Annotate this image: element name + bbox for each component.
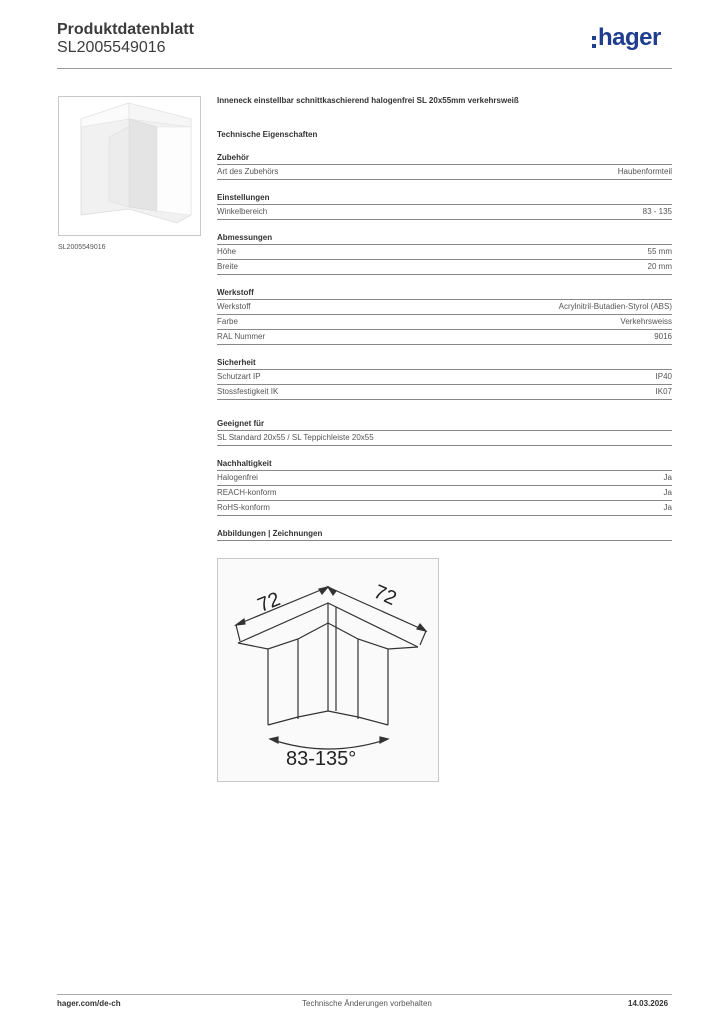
spec-row [217, 486, 672, 501]
spec-row [217, 205, 672, 220]
spec-value: Ja [663, 503, 672, 512]
spec-value: IP40 [655, 372, 672, 381]
spec-value: Acrylnitril-Butadien-Styrol (ABS) [558, 302, 672, 311]
spec-value: IK07 [655, 387, 672, 396]
section-einstellungen [217, 192, 672, 220]
footer-divider [57, 994, 672, 995]
spec-panel [217, 96, 672, 541]
section-abmessungen [217, 232, 672, 275]
angle-label: 83-135° [286, 748, 357, 770]
logo-text: hager [598, 24, 661, 51]
spec-value: 20 mm [647, 262, 672, 271]
spec-row [217, 501, 672, 516]
spec-label: Stossfestigkeit IK [217, 387, 279, 396]
spec-label: RAL Nummer [217, 332, 266, 341]
spec-row [217, 315, 672, 330]
image-caption: SL2005549016 [58, 244, 106, 251]
spec-label: Winkelbereich [217, 207, 268, 216]
spec-value: 83 - 135 [642, 207, 672, 216]
spec-label: Schutzart IP [217, 372, 261, 381]
spec-row [217, 385, 672, 400]
drawings-title: Abbildungen | Zeichnungen [217, 528, 672, 541]
section-title: Sicherheit [217, 357, 672, 370]
section-title: Nachhaltigkeit [217, 458, 672, 471]
spec-row [217, 370, 672, 385]
spec-row [217, 431, 672, 446]
section-title: Zubehör [217, 152, 672, 165]
spec-value: Ja [663, 473, 672, 482]
footer-website: hager.com/de-ch [57, 999, 121, 1008]
spec-row [217, 300, 672, 315]
spec-row [217, 245, 672, 260]
spec-value: Ja [663, 488, 672, 497]
page-title: Produktdatenblatt [57, 21, 194, 38]
technical-drawing [217, 558, 439, 782]
section-sicherheit [217, 357, 672, 400]
spec-value: Verkehrsweiss [620, 317, 672, 326]
spec-label: Farbe [217, 317, 238, 326]
section-werkstoff [217, 287, 672, 345]
spec-value: Haubenformteil [617, 167, 672, 176]
spec-label: Art des Zubehörs [217, 167, 279, 176]
footer-date: 14.03.2026 [628, 999, 669, 1008]
section-geeignet [217, 418, 672, 446]
spec-row [217, 471, 672, 486]
spec-label: Breite [217, 262, 238, 271]
dimension-right-label: 72 [370, 580, 400, 611]
spec-row [217, 260, 672, 275]
section-title: Einstellungen [217, 192, 672, 205]
spec-value: 55 mm [647, 247, 672, 256]
section-nachhaltigkeit [217, 458, 672, 516]
spec-value: 9016 [654, 332, 672, 341]
spec-row [217, 330, 672, 345]
product-code: SL2005549016 [57, 39, 166, 56]
tech-title: Technische Eigenschaften [217, 130, 318, 139]
spec-label: REACH-konform [217, 488, 277, 497]
product-description: Inneneck einstellbar schnittkaschierend halogenfrei SL 20x55mm verkehrsweiß [217, 96, 519, 105]
logo-dots-icon [592, 36, 596, 52]
section-title: Werkstoff [217, 287, 672, 300]
dimension-left-label: 72 [254, 588, 284, 617]
spec-row [217, 165, 672, 180]
spec-label: RoHS-konform [217, 503, 270, 512]
section-zubehoer [217, 152, 672, 180]
header-divider [57, 68, 672, 69]
product-image [58, 96, 201, 236]
footer-notice: Technische Änderungen vorbehalten [302, 999, 432, 1008]
section-title: Abmessungen [217, 232, 672, 245]
section-title: Geeignet für [217, 418, 672, 431]
spec-label: Höhe [217, 247, 237, 256]
spec-label: SL Standard 20x55 / SL Teppichleiste 20x55 [217, 433, 374, 442]
spec-label: Halogenfrei [217, 473, 258, 482]
spec-label: Werkstoff [217, 302, 251, 311]
